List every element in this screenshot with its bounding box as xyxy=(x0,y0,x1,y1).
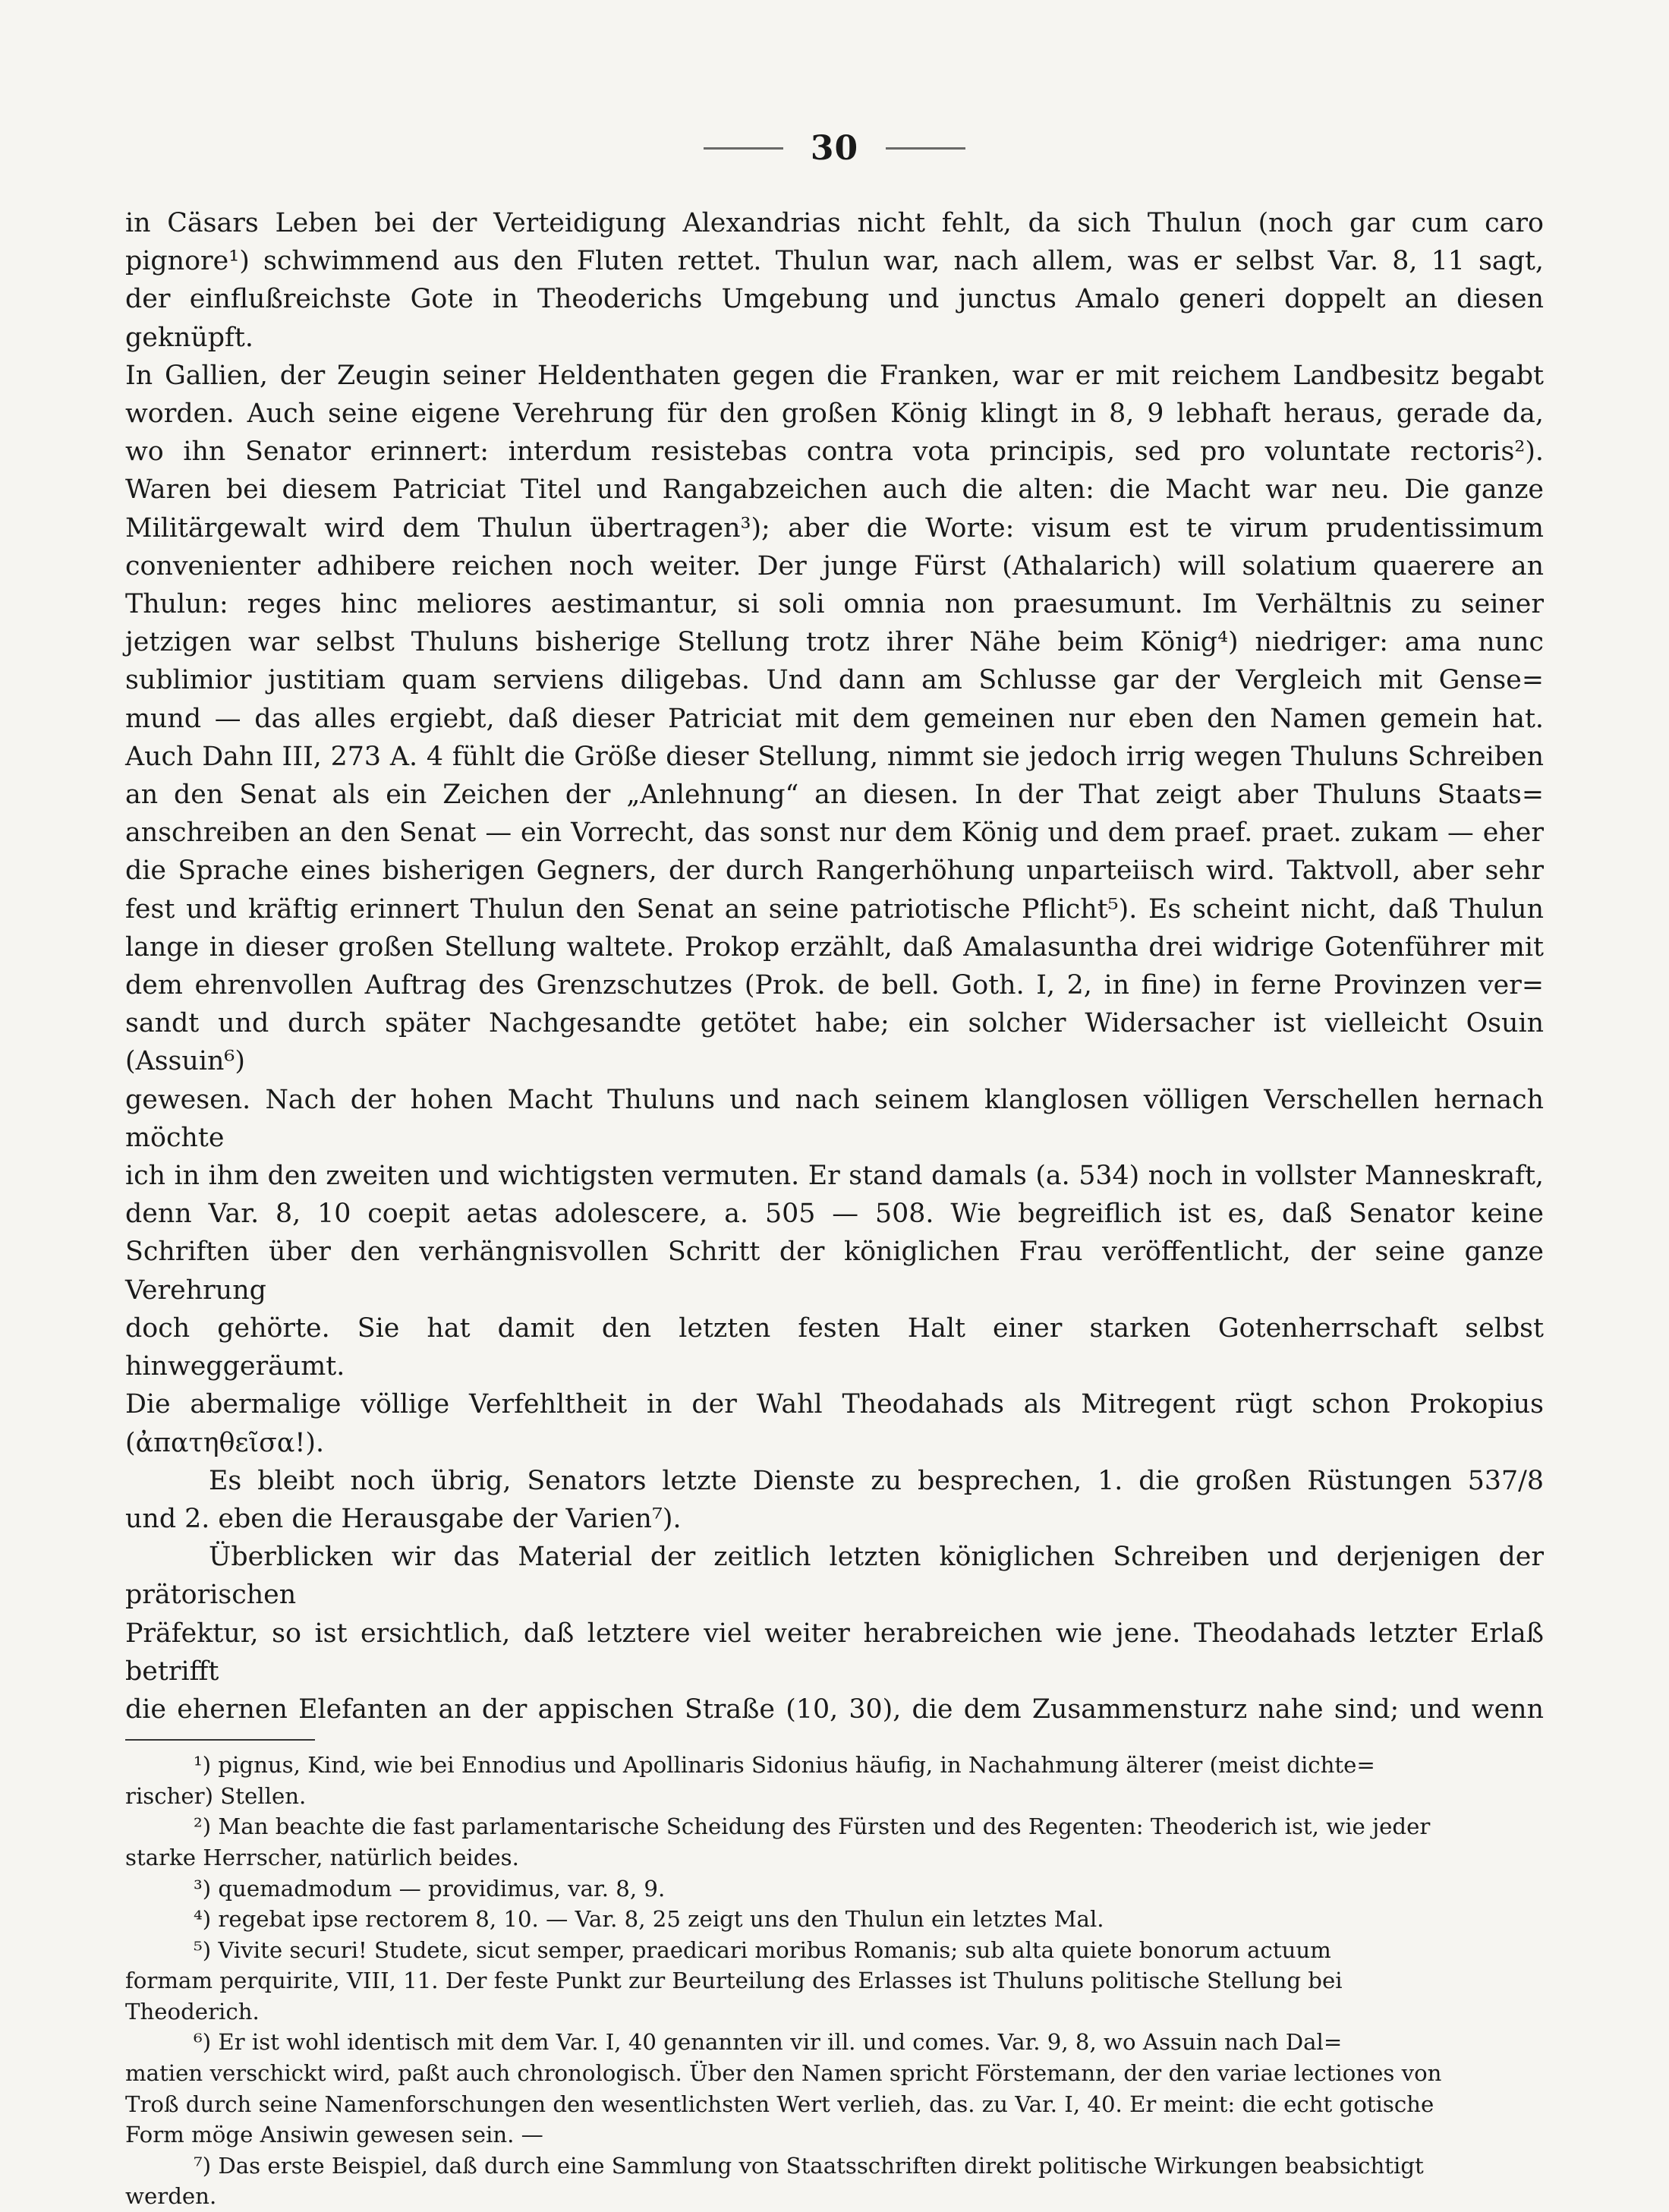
body-line: denn Var. 8, 10 coepit aetas adolescere, a. 505 — 508. Wie begreiflich ist es, daß Senator keine xyxy=(125,1199,1544,1230)
body-line: Waren bei diesem Patriciat Titel und Rangabzeichen auch die alten: die Macht war neu. Die ganze xyxy=(125,474,1544,506)
body-line: die ehernen Elefanten an der appischen Straße (10, 30), die dem Zusammensturz nahe sind; und wenn xyxy=(125,1694,1544,1725)
page-header xyxy=(125,125,1544,171)
body-line: Auch Dahn III, 273 A. 4 fühlt die Größe dieser Stellung, nimmt sie jedoch irrig wegen Thuluns Schreiben xyxy=(125,741,1544,772)
body-text xyxy=(125,204,1544,1728)
body-line: mund — das alles ergiebt, daß dieser Patriciat mit dem gemeinen nur eben den Namen gemein hat. xyxy=(125,703,1544,734)
footnote-line: ⁷) Das erste Beispiel, daß durch eine Sammlung von Staatsschriften direkt politische Wirkungen beabsichtigt xyxy=(194,2152,1424,2179)
body-line: Überblicken wir das Material der zeitlich letzten königlichen Schreiben und derjenigen der prätorischen xyxy=(125,1542,1544,1611)
body-line: anschreiben an den Senat — ein Vorrecht, das sonst nur dem König und dem praef. praet. zukam — eher xyxy=(125,818,1544,849)
footnote-line: rischer) Stellen. xyxy=(125,1782,307,1809)
body-line: die Sprache eines bisherigen Gegners, der durch Rangerhöhung unparteiisch wird. Taktvoll, aber sehr xyxy=(125,855,1544,887)
body-line: doch gehörte. Sie hat damit den letzten festen Halt einer starken Gotenherrschaft selbst hinweggeräumt. xyxy=(125,1312,1544,1382)
footnote-line: Troß durch seine Namenforschungen den wesentlichsten Wert verlieh, das. zu Var. I, 40. Er meint: die echt gotische xyxy=(125,2091,1434,2117)
body-line: convenienter adhibere reichen noch weiter. Der junge Fürst (Athalarich) will solatium quaerere an xyxy=(125,550,1544,581)
body-line: Thulun: reges hinc meliores aestimantur, si soli omnia non praesumunt. Im Verhältnis zu seiner xyxy=(125,589,1544,620)
body-line: in Cäsars Leben bei der Verteidigung Alexandrias nicht fehlt, da sich Thulun (noch gar cum caro xyxy=(125,208,1544,238)
body-line: und 2. eben die Herausgabe der Varien⁷). xyxy=(125,1503,682,1534)
footnote-line: werden. xyxy=(125,2183,217,2210)
body-line: Es bleibt noch übrig, Senators letzte Dienste zu besprechen, 1. die großen Rüstungen 537/8 xyxy=(209,1465,1544,1496)
footnote-separator xyxy=(125,1739,315,1741)
footnote-line: Form möge Ansiwin gewesen sein. — xyxy=(125,2122,543,2148)
body-line: fest und kräftig erinnert Thulun den Senat an seine patriotische Pflicht⁵). Es scheint nicht, daß Thulun xyxy=(125,893,1544,925)
footnote-line: ²) Man beachte die fast parlamentarische Scheidung des Fürsten und des Regenten: Theoderich ist, wie jeder xyxy=(194,1813,1431,1840)
body-line: Präfektur, so ist ersichtlich, daß letztere viel weiter herabreichen wie jene. Theodahads letzter Erlaß betrifft xyxy=(125,1618,1544,1687)
body-line: Militärgewalt wird dem Thulun übertragen³); aber die Worte: visum est te virum prudentissimum xyxy=(125,512,1544,544)
footnote-line: ⁵) Vivite securi! Studete, sicut semper, praedicari moribus Romanis; sub alta quiete bonorum actuum xyxy=(194,1936,1331,1963)
body-line: sublimior justitiam quam serviens diligebas. Und dann am Schlusse gar der Vergleich mit Gense= xyxy=(125,665,1544,696)
body-line: der einflußreichste Gote in Theoderichs Umgebung und junctus Amalo generi doppelt an diesen geknüpft. xyxy=(125,284,1544,353)
body-line: sandt und durch später Nachgesandte getötet habe; ein solcher Widersacher ist vielleicht Osuin (Assuin⁶) xyxy=(125,1008,1544,1077)
page-number: 30 xyxy=(810,128,859,168)
body-line: Schriften über den verhängnisvollen Schritt der königlichen Frau veröffentlicht, der seine ganze Verehrung xyxy=(125,1237,1544,1306)
body-line: lange in dieser großen Stellung waltete. Prokop erzählt, daß Amalasuntha drei widrige Gotenführer mit xyxy=(125,931,1544,963)
body-line: jetzigen war selbst Thuluns bisherige Stellung trotz ihrer Nähe beim König⁴) niedriger: ama nunc xyxy=(125,627,1544,658)
footnote-line: starke Herrscher, natürlich beides. xyxy=(125,1844,519,1870)
footnote-line: formam perquirite, VIII, 11. Der feste Punkt zur Beurteilung des Erlasses ist Thuluns politische Stellung bei xyxy=(125,1968,1343,1994)
body-line: In Gallien, der Zeugin seiner Heldenthaten gegen die Franken, war er mit reichem Landbesitz begabt xyxy=(125,360,1544,391)
footnote-line: matien verschickt wird, paßt auch chronologisch. Über den Namen spricht Förstemann, der den variae lectiones von xyxy=(125,2060,1442,2087)
footnote-line: ⁶) Er ist wohl identisch mit dem Var. I, 40 genannten vir ill. und comes. Var. 9, 8, wo Assuin nach Dal= xyxy=(194,2029,1343,2056)
header-rule-right xyxy=(886,147,965,150)
body-line: Die abermalige völlige Verfehltheit in der Wahl Theodahads als Mitregent rügt schon Prokopius xyxy=(125,1389,1544,1420)
body-line: gewesen. Nach der hohen Macht Thuluns und nach seinem klanglosen völligen Verschellen hernach möchte xyxy=(125,1084,1544,1153)
footnote-line: ¹) pignus, Kind, wie bei Ennodius und Apollinaris Sidonius häufig, in Nachahmung älterer (meist dichte= xyxy=(194,1752,1375,1779)
footnote-line: ⁴) regebat ipse rectorem 8, 10. — Var. 8, 25 zeigt uns den Thulun ein letztes Mal. xyxy=(194,1906,1104,1933)
body-line: pignore¹) schwimmend aus den Fluten rettet. Thulun war, nach allem, was er selbst Var. 8, 11 sagt, xyxy=(125,246,1544,277)
footnote-line: ³) quemadmodum — providimus, var. 8, 9. xyxy=(194,1875,666,1902)
body-line: dem ehrenvollen Auftrag des Grenzschutzes (Prok. de bell. Goth. I, 2, in fine) in ferne Provinzen ver= xyxy=(125,970,1544,1001)
footnotes xyxy=(125,1750,1544,2212)
body-line: ich in ihm den zweiten und wichtigsten vermuten. Er stand damals (a. 534) noch in vollster Manneskraft, xyxy=(125,1161,1544,1192)
footnote-line: Theoderich. xyxy=(125,1998,260,2025)
body-line: wo ihn Senator erinnert: interdum resistebas contra vota principis, sed pro voluntate rectoris²). xyxy=(125,436,1544,468)
body-line: an den Senat als ein Zeichen der „Anlehnung“ an diesen. In der That zeigt aber Thuluns Staats= xyxy=(125,780,1544,811)
body-line: (ἀπατηθεῖσα!). xyxy=(125,1427,325,1458)
header-rule-left xyxy=(704,147,783,150)
body-line: worden. Auch seine eigene Verehrung für den großen König klingt in 8, 9 lebhaft heraus, gerade da, xyxy=(125,399,1544,430)
